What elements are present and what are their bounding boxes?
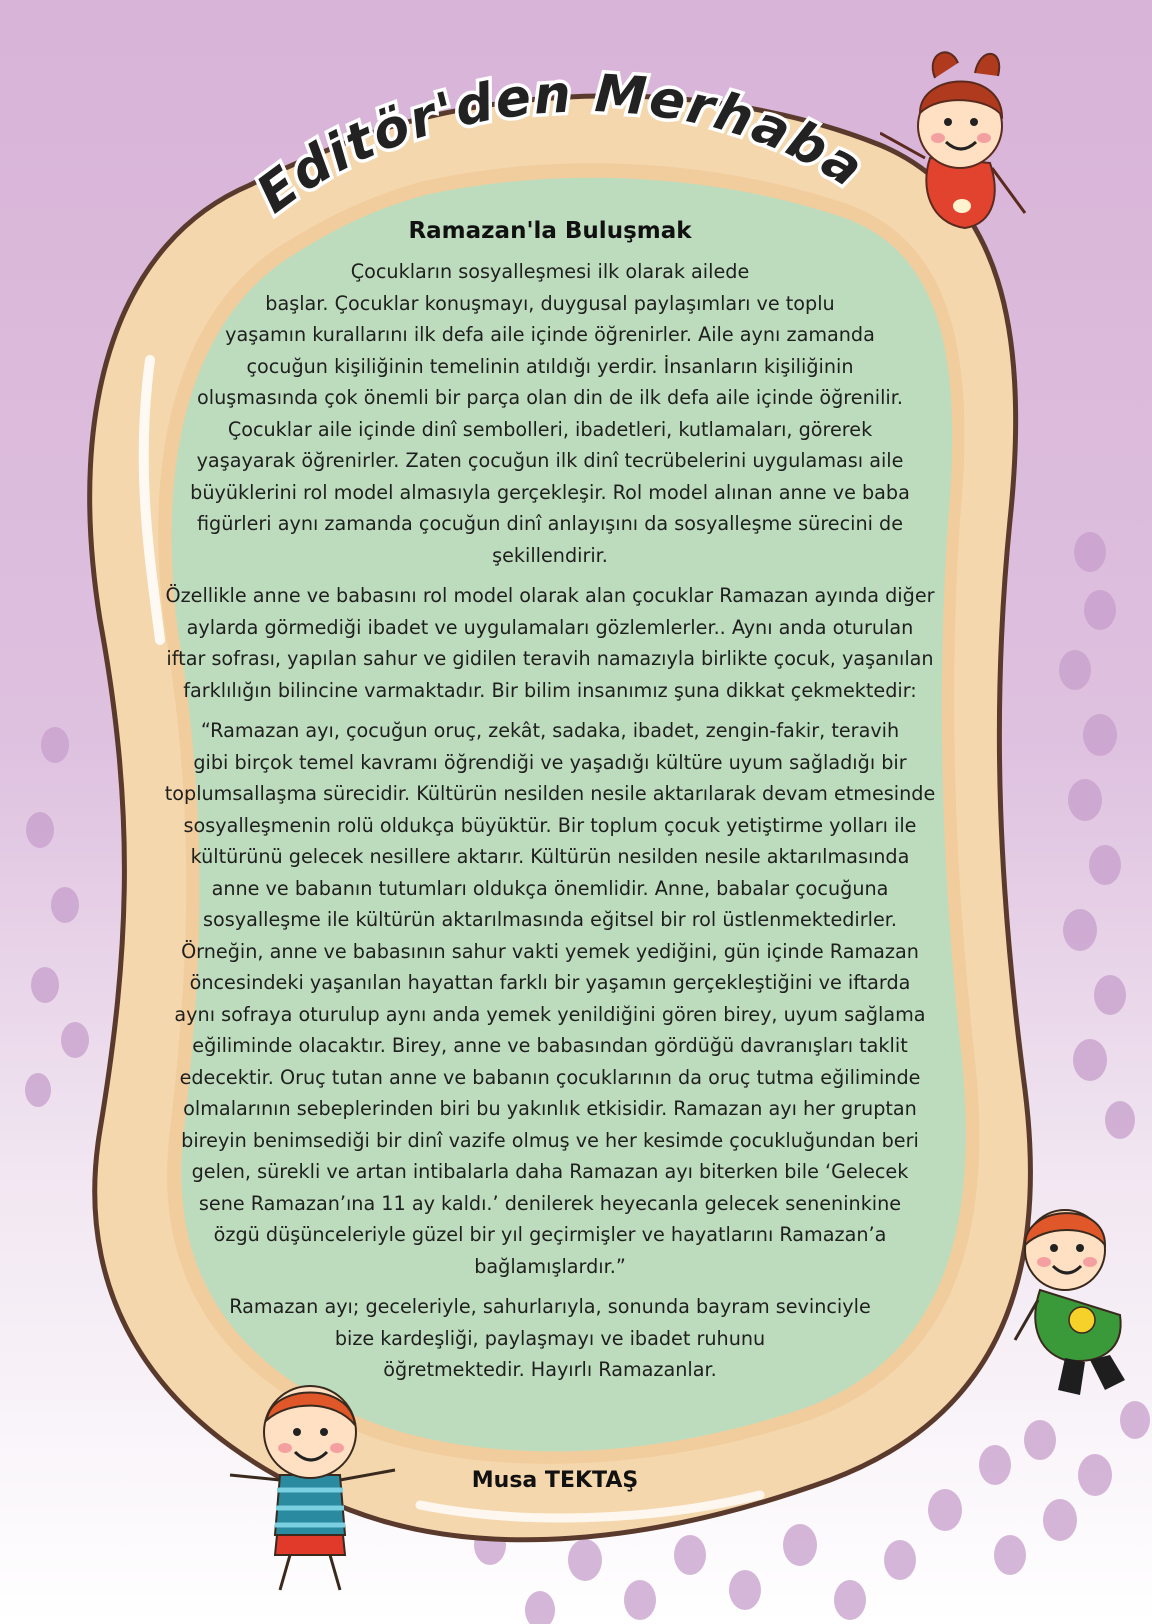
text-line: edecektir. Oruç tutan anne ve babanın çocuklarının da oruç tutma eğiliminde xyxy=(179,1065,921,1089)
text-line: anne ve babanın tutumları oldukça önemlidir. Anne, babalar çocuğuna xyxy=(211,876,889,900)
text-line: gelen, sürekli ve artan intibalarla daha Ramazan ayı biterken bile ‘Gelecek xyxy=(191,1160,909,1183)
text-line: şekillendirir. xyxy=(492,543,608,567)
text-line: kültürünü gelecek nesillere aktarır. Kültürün nesilden nesile aktarılmasında xyxy=(190,845,910,868)
paragraph-1 xyxy=(140,256,960,571)
boy-green-shirt-icon xyxy=(1010,1190,1152,1400)
boy-striped-shirt-icon xyxy=(225,1370,405,1600)
text-line: oluşmasında çok önemli bir parça olan din de ilk defa aile içinde öğrenilir. xyxy=(197,386,903,409)
text-line: Özellikle anne ve babasını rol model olarak alan çocuklar Ramazan ayında diğer xyxy=(165,584,935,607)
text-line: özgü düşünceleriyle güzel bir yıl geçirmişler ve hayatlarını Ramazan’a xyxy=(213,1223,887,1246)
text-line: olmalarının sebeplerinden biri bu yakınlık etkisidir. Ramazan ayı her gruptan xyxy=(183,1097,917,1120)
text-line: sosyalleşme ile kültürün aktarılmasında eğitsel bir rol üstlenmektedirler. xyxy=(202,908,898,931)
text-line: bize kardeşliği, paylaşmayı ve ibadet ruhunu xyxy=(334,1326,766,1350)
text-line: Örneğin, anne ve babasının sahur vakti yemek yediğini, gün içinde Ramazan xyxy=(181,939,919,963)
text-line: öncesindeki yaşanılan hayattan farklı bir yaşamın gerçekleştiğini ve iftarda xyxy=(189,971,911,994)
text-line: yaşamın kurallarını ilk defa aile içinde öğrenirler. Aile aynı zamanda xyxy=(225,323,875,346)
text-line: iftar sofrası, yapılan sahur ve gidilen teravih namazıyla birlikte çocuk, yaşanılan xyxy=(166,647,934,670)
text-line: bireyin benimsediği bir dinî vazife olmuş ve her kesimde çocukluğundan beri xyxy=(181,1128,919,1152)
author-name: Musa TEKTAŞ xyxy=(471,1468,639,1493)
paragraph-2 xyxy=(140,580,960,706)
page-title xyxy=(246,64,875,225)
text-line: çocuğun kişiliğinin temelinin atıldığı yerdir. İnsanların kişiliğinin xyxy=(246,354,854,378)
text-line: sosyalleşmenin rolü oldukça büyüktür. Bir toplum çocuk yetiştirme yolları ile xyxy=(183,813,917,837)
text-line: büyüklerini rol model almasıyla gerçekleşir. Rol model alınan anne ve baba xyxy=(190,480,910,504)
article-body xyxy=(140,218,960,1395)
paragraph-3-quote xyxy=(140,715,960,1282)
article-subtitle: Ramazan'la Buluşmak xyxy=(408,218,692,244)
text-line: öğretmektedir. Hayırlı Ramazanlar. xyxy=(383,1358,717,1381)
text-line: bağlamışlardır.” xyxy=(474,1254,626,1278)
text-line: figürleri aynı zamanda çocuğun dinî anlayışını da sosyalleşme sürecini de xyxy=(196,512,904,535)
page-title-text: Editör'den Merhaba xyxy=(246,63,875,226)
text-line: Çocukların sosyalleşmesi ilk olarak ailede xyxy=(350,260,750,283)
text-line: Çocuklar aile içinde dinî sembolleri, ibadetleri, kutlamaları, görerek xyxy=(227,417,873,441)
text-line: aynı sofraya oturulup aynı anda yemek yenildiğini gören birey, uyum sağlama xyxy=(174,1002,926,1026)
text-line: aylarda görmediği ibadet ve uygulamaları gözlemlerler.. Aynı anda oturulan xyxy=(186,615,914,639)
text-line: toplumsallaşma sürecidir. Kültürün nesilden nesile aktarılarak devam etmesinde xyxy=(164,782,936,805)
text-line: “Ramazan ayı, çocuğun oruç, zekât, sadaka, ibadet, zengin-fakir, teravih xyxy=(200,719,900,742)
text-line: farklılığın bilincine varmaktadır. Bir bilim insanımız şuna dikkat çekmektedir: xyxy=(183,678,917,702)
text-line: yaşayarak öğrenirler. Zaten çocuğun ilk dinî tecrübelerini uygulaması aile xyxy=(196,449,904,472)
text-line: sene Ramazan’ına 11 ay kaldı.’ denilerek heyecanla gelecek seneninkine xyxy=(198,1191,902,1215)
girl-with-pigtails-icon xyxy=(880,38,1050,238)
text-line: Ramazan ayı; geceleriyle, sahurlarıyla, sonunda bayram sevinciyle xyxy=(229,1295,871,1318)
text-line: başlar. Çocuklar konuşmayı, duygusal paylaşımları ve toplu xyxy=(265,291,835,315)
text-line: gibi birçok temel kavramı öğrendiği ve yaşadığı kültüre uyum sağladığı bir xyxy=(193,750,907,774)
text-line: eğiliminde olacaktır. Birey, anne ve babasından gördüğü davranışları taklit xyxy=(192,1034,908,1057)
